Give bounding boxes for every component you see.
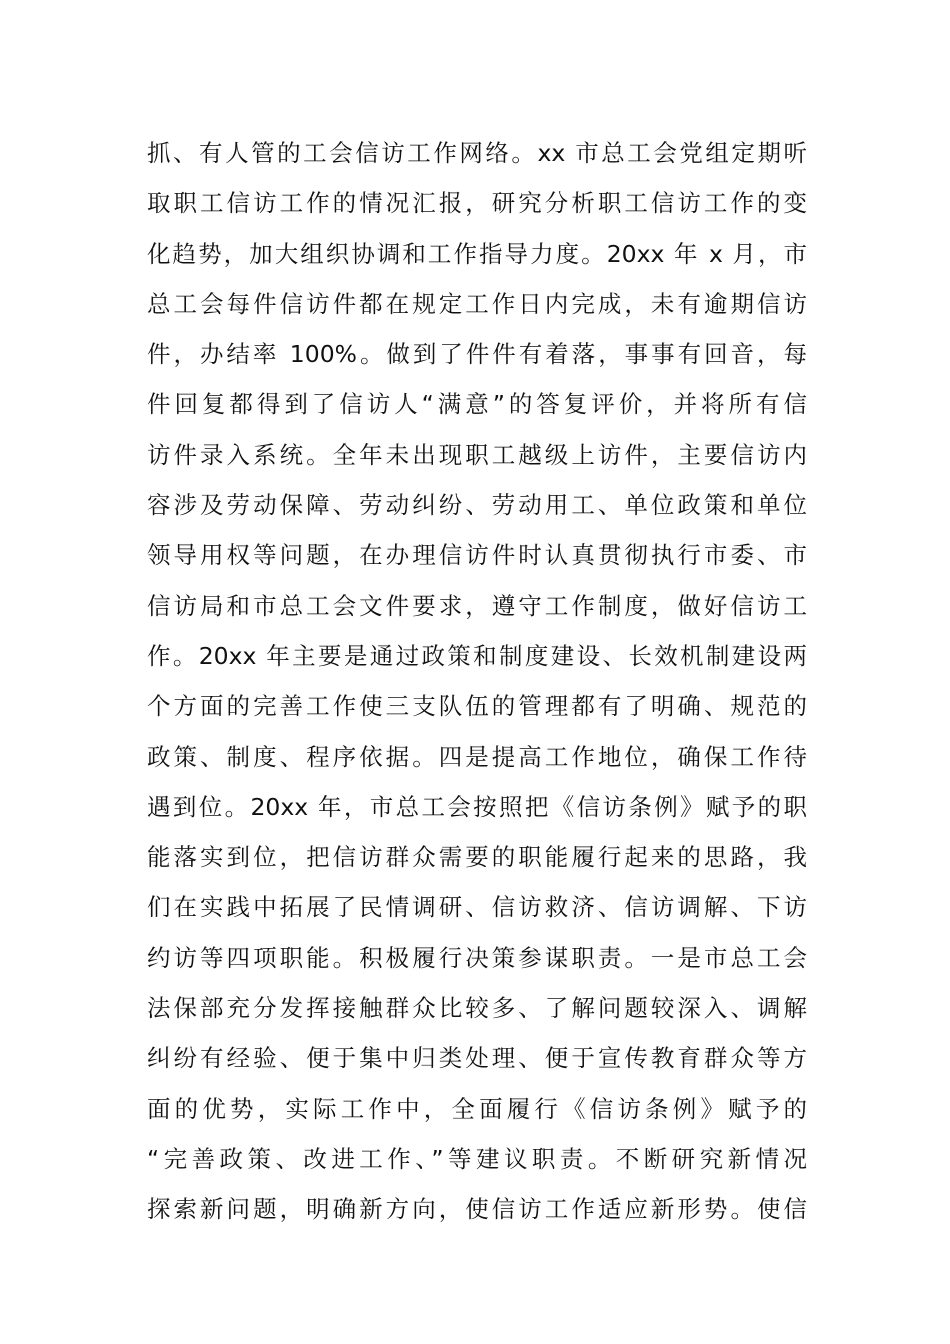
text-line: “完善政策、改进工作、”等建议职责。不断研究新情况 — [147, 1144, 807, 1173]
text-line: 约访等四项职能。积极履行决策参谋职责。一是市总工会 — [147, 943, 807, 972]
text-line: 面的优势，实际工作中，全面履行《信访条例》赋予的 — [147, 1094, 807, 1123]
text-line: 能落实到位，把信访群众需要的职能履行起来的思路，我 — [147, 843, 807, 872]
text-line: 总工会每件信访件都在规定工作日内完成，未有逾期信访 — [147, 289, 807, 318]
text-line: 件回复都得到了信访人“满意”的答复评价，并将所有信 — [147, 390, 807, 419]
text-line: 件，办结率 100%。做到了件件有着落，事事有回音，每 — [147, 340, 807, 369]
text-line: 领导用权等问题，在办理信访件时认真贯彻执行市委、市 — [147, 541, 807, 570]
text-line: 个方面的完善工作使三支队伍的管理都有了明确、规范的 — [147, 692, 807, 721]
text-line: 遇到位。20xx 年，市总工会按照把《信访条例》赋予的职 — [147, 792, 807, 821]
text-line: 信访局和市总工会文件要求，遵守工作制度，做好信访工 — [147, 591, 807, 620]
text-line: 法保部充分发挥接触群众比较多、了解问题较深入、调解 — [147, 994, 807, 1023]
text-line: 容涉及劳动保障、劳动纠纷、劳动用工、单位政策和单位 — [147, 491, 807, 520]
text-line: 取职工信访工作的情况汇报，研究分析职工信访工作的变 — [147, 189, 807, 218]
text-line: 政策、制度、程序依据。四是提高工作地位，确保工作待 — [147, 742, 807, 771]
text-line: 化趋势，加大组织协调和工作指导力度。20xx 年 x 月，市 — [147, 239, 807, 268]
text-line: 作。20xx 年主要是通过政策和制度建设、长效机制建设两 — [147, 641, 807, 670]
body-text — [147, 128, 807, 1235]
text-line: 们在实践中拓展了民情调研、信访救济、信访调解、下访 — [147, 893, 807, 922]
text-line: 纠纷有经验、便于集中归类处理、便于宣传教育群众等方 — [147, 1044, 807, 1073]
text-line: 抓、有人管的工会信访工作网络。xx 市总工会党组定期听 — [147, 139, 807, 167]
text-line: 探索新问题，明确新方向，使信访工作适应新形势。使信 — [147, 1195, 807, 1224]
text-line: 访件录入系统。全年未出现职工越级上访件，主要信访内 — [147, 440, 807, 469]
